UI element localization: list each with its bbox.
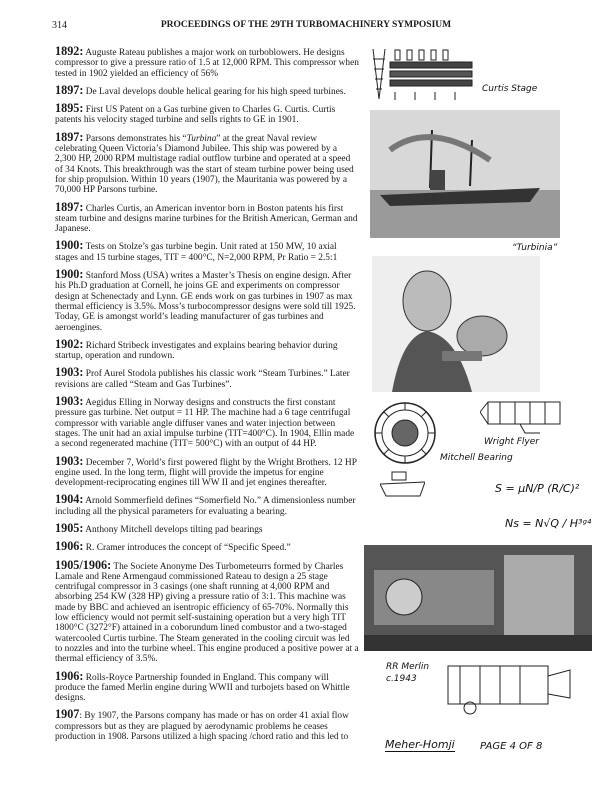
- page-of-label: PAGE 4 OF 8: [480, 741, 543, 752]
- entry-text: R. Cramer introduces the concept of “Specific Speed.”: [85, 543, 291, 554]
- rateau-gas-turbine-image: [364, 545, 592, 651]
- mitchell-bearing-sketch: [372, 400, 438, 466]
- sommerfeld-formula: S = μN/P (R/C)²: [495, 482, 580, 495]
- entry-text: December 7, World’s first powered flight by the Wright Brothers. 12 HP engine used. In the long term, flight will provide the impetus for engine development-reciprocating engines till WW II and jet engines thereafter.: [55, 457, 357, 489]
- mitchell-bearing-label: Mitchell Bearing: [440, 453, 513, 463]
- entry-year: 1902:: [55, 336, 84, 351]
- entry-year: 1903:: [55, 394, 84, 409]
- wright-flyer-sketch: [480, 398, 565, 436]
- entry-year: 1903:: [55, 453, 84, 468]
- timeline-entry: [55, 46, 359, 79]
- timeline-entry: [55, 367, 359, 390]
- entry-text: The Societe Anonyme Des Turbometeurrs formed by Charles Lamale and Rene Armengaud commissioned Rateau to design a 25 stage centrifugal compressor in 3 casings (one shaft running at 4,000 RPM and absorbing 254 KW (328 HP) giving a pressure ratio of 3:1. This machine was made by BBC and achieved an isentropic efficiency of 65-70%. Normally this low efficiency would not permit self-sustaining operation but a very high TIT 1800°C (3272°F) attained in a coborundum lined combustor and a two-staged watercooled Curtis turbine. The Steam generated in the cooling circuit was led to nozzles and into the turbine wheel. This engine produced a positive power at a thermal efficiency of 3.5%.: [55, 561, 359, 665]
- page-number: 314: [52, 20, 67, 31]
- entry-text: Charles Curtis, an American inventor born in Boston patents his first steam turbine and designs marine turbines for the British American, German and Japanese.: [55, 203, 358, 235]
- curtis-stage-label: Curtis Stage: [482, 84, 538, 94]
- entry-year: 1897:: [55, 199, 84, 214]
- page-header-title: PROCEEDINGS OF THE 29TH TURBOMACHINERY SYMPOSIUM: [160, 20, 452, 30]
- timeline-entry: [55, 494, 359, 517]
- timeline-entry: [55, 557, 359, 665]
- entry-year: 1900:: [55, 267, 84, 282]
- entry-year: 1897:: [55, 82, 84, 97]
- turbinia-label: “Turbinia”: [512, 243, 558, 253]
- timeline-entry: [55, 199, 359, 235]
- entry-text: Richard Stribeck investigates and explains bearing behavior during startup, operation and rundown.: [55, 340, 338, 362]
- entry-text: Anthony Mitchell develops tilting pad bearings: [85, 524, 263, 535]
- entry-year: 1903:: [55, 365, 84, 380]
- entry-year: 1906:: [55, 668, 84, 683]
- timeline-entry: [55, 129, 359, 196]
- timeline-entry: [55, 82, 359, 97]
- rr-merlin-engine-sketch: [440, 658, 580, 718]
- timeline-entry: [55, 240, 359, 263]
- entry-text: Aegidus Elling in Norway designs and constructs the first constant pressure gas turbine. Net output = 11 HP. The machine had a 6 tage centrifugal compressor with variable angle diffuser vanes and water injection between stages. The unit had an axial impulse turbine (TIT=400°C). In 1904, Ellin made a second regenerated machine (TIT= 500°C) with an output of 44 HP.: [55, 398, 355, 450]
- entry-text: Auguste Rateau publishes a major work on turboblowers. He designs compressor to give a pressure ratio of 1.5 at 12,000 RPM. This compressor when tested in 1902 yielded an efficiency of 56%: [55, 48, 359, 79]
- entry-year: 1907: [55, 707, 80, 722]
- wright-flyer-label: Wright Flyer: [484, 437, 539, 447]
- entry-text: Stanford Moss (USA) writes a Master’s Thesis on engine design. After his Ph.D graduation at Cornell, he joins GE and experiments on compressor design at Schenectady and Lynn. GE ends work on gas turbines in 1907 as max thermal efficiency is 3.5%. Moss’s turbocompressor designs were sold till 1925. Today, GE is amongst world’s leading manufacturer of gas turbines and aeroengines.: [55, 271, 356, 333]
- specific-speed-formula: Ns = N√Q / H³ᵍ⁴: [505, 517, 592, 530]
- curtis-stage-sketch: [365, 44, 475, 104]
- entry-year: 1895:: [55, 101, 84, 116]
- entry-text: : By 1907, the Parsons company has made or has on order 41 axial flow compressors but as they are plagued by aerodynamic problems he ceases production in 1908. Parsons utilized a high spacing /chord ratio and this led to: [55, 711, 349, 743]
- turbinia-ship-image: [370, 110, 560, 238]
- entry-text: Tests on Stolze’s gas turbine begin. Unit rated at 150 MW, 10 axial stages and 15 turbine stages, TIT = 400°C, N=2,000 RPM, Pr Ratio = 2.5:1: [55, 242, 338, 263]
- timeline-entry: [55, 396, 359, 449]
- entry-text: ” at the great Naval review celebrating Queen Victoria’s Diamond Jubilee. This ship was powered by a 2,300 HP, 2000 RPM multistage radial outflow turbine and operated at a speed of 34 Knots. This breakthrough was the start of steam turbine power being used for ship propulsion. Within 10 years (1907), the Mauritania was powered by a 70,000 HP Parsons turbine.: [55, 133, 354, 196]
- entry-year: 1905/1906:: [55, 557, 112, 572]
- entry-text: Rolls-Royce Partnership founded in England. This company will produce the famed Merlin engine during WWII and turbojets based on Whittle designs.: [55, 672, 350, 704]
- entry-text: First US Patent on a Gas turbine given to Charles G. Curtis. Curtis patents his velocity staged turbine and sells rights to GE in 1901.: [55, 105, 336, 126]
- entry-year: 1900:: [55, 238, 84, 253]
- timeline-entry: [55, 103, 359, 126]
- timeline-entry: [55, 668, 359, 704]
- timeline-entry: [55, 709, 359, 742]
- entry-text: Prof Aurel Stodola publishes his classic work “Steam Turbines.” Later revisions are called “Steam and Gas Turbines”.: [55, 369, 350, 390]
- timeline-entry: [55, 336, 359, 362]
- rr-merlin-date: c.1943: [386, 674, 417, 684]
- entry-text: Arnold Sommerfield defines “Somerfield No.” A dimensionless number including all the physical parameters for evaluating a bearing.: [55, 496, 356, 517]
- ship-name: Turbina: [186, 133, 217, 144]
- entry-year: 1897:: [55, 129, 84, 144]
- rr-merlin-label: RR Merlin: [386, 662, 430, 672]
- entry-text: De Laval develops double helical gearing for his high speed turbines.: [85, 86, 346, 97]
- vessel-sketch: [380, 470, 425, 498]
- entry-year: 1904:: [55, 492, 84, 507]
- timeline-entry: [55, 269, 359, 333]
- timeline-entry: [55, 541, 359, 553]
- entry-year: 1905:: [55, 520, 84, 535]
- entry-year: 1906:: [55, 539, 84, 554]
- timeline-entries: [55, 46, 359, 748]
- entry-year: 1892:: [55, 44, 84, 58]
- portrait-image: [372, 256, 540, 392]
- author-signature: Meher-Homji: [385, 738, 455, 751]
- timeline-entry: [55, 520, 359, 535]
- timeline-entry: [55, 453, 359, 489]
- entry-text: Parsons demonstrates his “: [85, 133, 187, 144]
